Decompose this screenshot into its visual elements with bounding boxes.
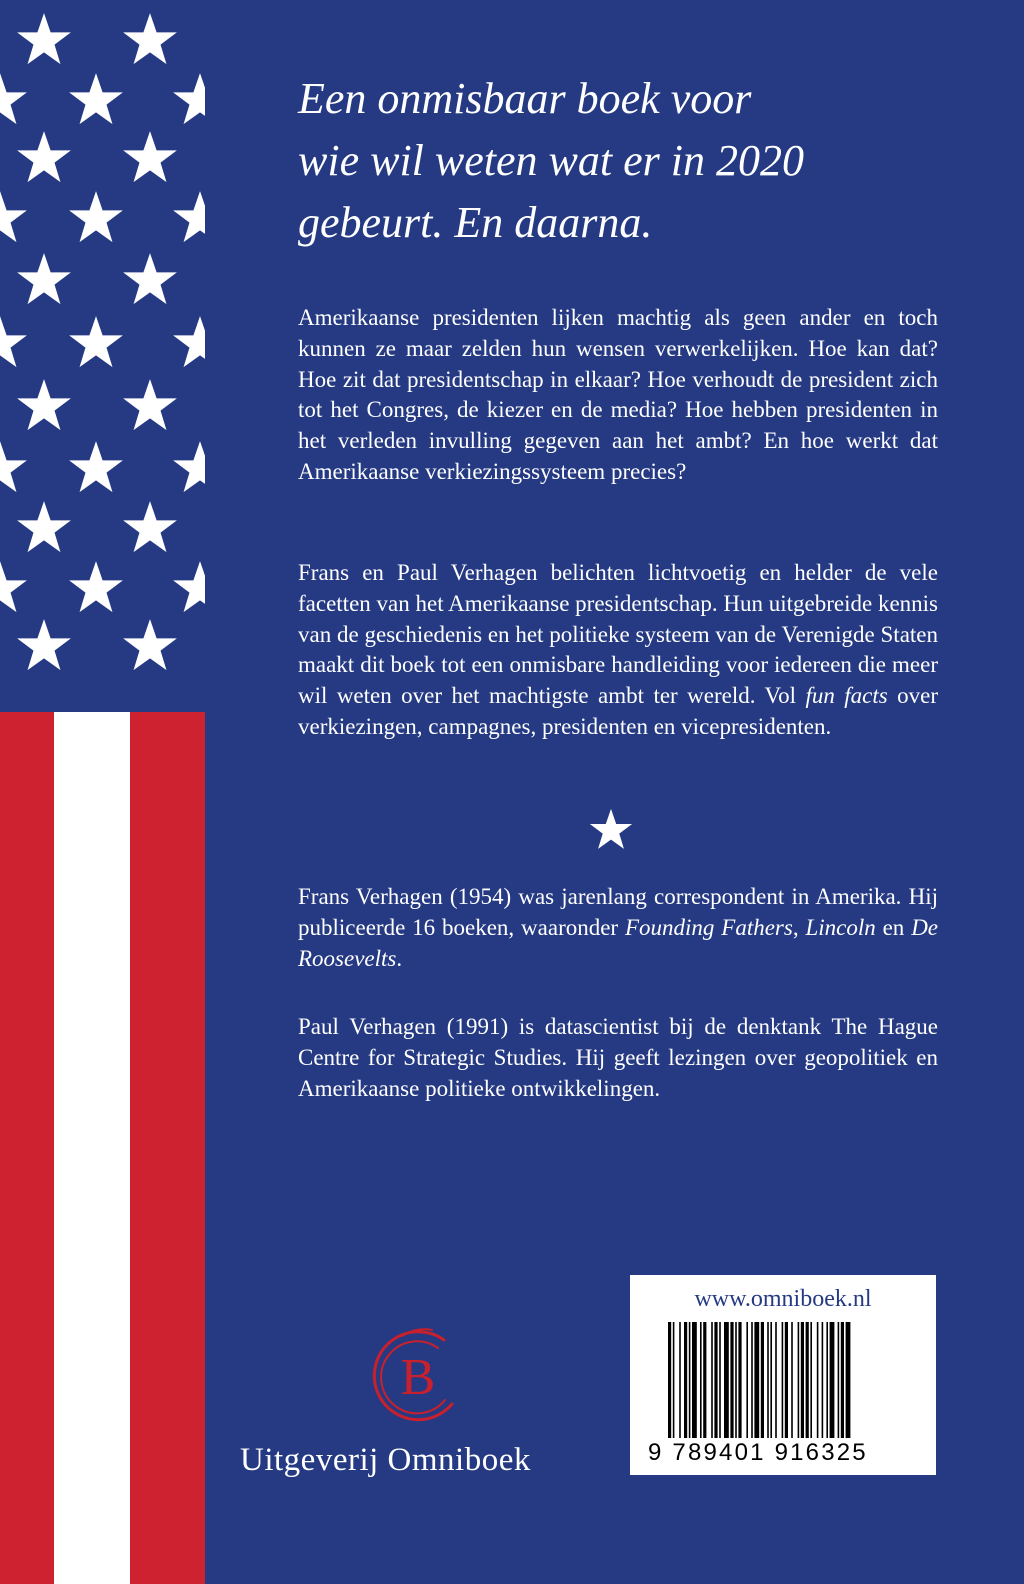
- barcode-bar: [782, 1322, 784, 1438]
- barcode-bar: [817, 1322, 819, 1438]
- star-icon: [68, 440, 124, 496]
- star-icon: [68, 190, 124, 246]
- star-icon: [68, 72, 124, 128]
- barcode-bar: [798, 1322, 800, 1438]
- barcode-bar: [761, 1322, 764, 1438]
- publisher-name: Uitgeverij Omniboek: [240, 1442, 531, 1478]
- barcode-box: [630, 1275, 936, 1475]
- barcode-bar: [684, 1322, 687, 1438]
- tagline-line: Een onmisbaar boek voor: [298, 74, 752, 123]
- barcode-bar: [692, 1322, 697, 1438]
- intro-paragraph: Amerikaanse presidenten lijken machtig als geen ander en toch kunnen ze maar zelden hun wensen verwerkelijken. Hoe kan dat? Hoe zit dat presidentschap in elkaar? Hoe verhoudt de president zich tot het Congres, de kiezer en de media? Hoe hebben presidenten in het verleden invulling gegeven aan het ambt? En hoe werkt dat Amerikaanse verkiezingssysteem precies?: [298, 305, 938, 484]
- barcode-bar: [826, 1322, 828, 1438]
- isbn-number: 9 789401 916325: [648, 1439, 868, 1466]
- publisher-logo: [362, 1322, 472, 1430]
- star-icon: [0, 190, 28, 246]
- barcode-bar: [719, 1322, 721, 1438]
- barcode-bar: [711, 1322, 713, 1438]
- barcode-bar: [735, 1322, 737, 1438]
- barcode-bar: [673, 1322, 675, 1438]
- barcode-bar: [724, 1322, 729, 1438]
- tagline-line: wie wil weten wat er in 2020: [298, 136, 804, 185]
- barcode-bar: [838, 1322, 840, 1438]
- flag-stripe-white: [54, 712, 130, 1584]
- barcode-bar: [668, 1322, 671, 1438]
- separator: en: [875, 914, 912, 940]
- fun-facts-italic: fun facts: [805, 683, 888, 709]
- barcode-bar: [810, 1322, 812, 1438]
- barcode-bar: [751, 1322, 753, 1438]
- barcode-bar: [700, 1322, 702, 1438]
- book-title: Lincoln: [805, 914, 876, 940]
- barcode-bar: [746, 1322, 748, 1438]
- barcode-bar: [791, 1322, 793, 1438]
- barcode-bar: [703, 1322, 706, 1438]
- flag-stars-field: [0, 0, 205, 712]
- star-icon: [0, 315, 28, 371]
- star-icon: [0, 440, 28, 496]
- barcode-bar: [801, 1322, 804, 1438]
- star-icon: [68, 315, 124, 371]
- barcode-bar: [846, 1322, 851, 1438]
- barcode-bar: [738, 1322, 741, 1438]
- barcode: [668, 1322, 928, 1438]
- barcode-bar: [806, 1322, 809, 1438]
- barcode-bar: [679, 1322, 681, 1438]
- star-icon: [16, 130, 72, 186]
- authors-paragraph: [298, 558, 938, 743]
- website-link[interactable]: www.omniboek.nl: [694, 1286, 872, 1312]
- divider-star-icon: [589, 808, 633, 852]
- barcode-bar: [785, 1322, 788, 1438]
- star-icon: [122, 618, 178, 674]
- star-icon: [122, 12, 178, 68]
- barcode-bar: [714, 1322, 717, 1438]
- bio-frans-verhagen: [298, 882, 938, 974]
- star-icon: [0, 560, 28, 616]
- tagline: [298, 68, 918, 254]
- star-icon: [172, 315, 205, 371]
- bio-frans-text: Frans Verhagen (1954) was jarenlang correspondent in Amerika. Hij publiceerde 16 boeken, waaronder: [298, 884, 938, 940]
- barcode-bar: [822, 1322, 824, 1438]
- star-icon: [16, 252, 72, 308]
- book-title: De Roosevelts: [298, 914, 939, 971]
- star-icon: [16, 500, 72, 556]
- flag-stripe-red: [0, 712, 54, 1584]
- book-title: Founding Fathers: [624, 914, 793, 940]
- star-icon: [16, 618, 72, 674]
- star-icon: [0, 72, 28, 128]
- star-icon: [172, 72, 205, 128]
- barcode-bar: [689, 1322, 691, 1438]
- barcode-bar: [730, 1322, 733, 1438]
- separator: ,: [792, 914, 806, 940]
- barcode-bar: [841, 1322, 844, 1438]
- star-icon: [172, 440, 205, 496]
- barcode-bar: [767, 1322, 769, 1438]
- barcode-bar: [754, 1322, 759, 1438]
- star-icon: [172, 190, 205, 246]
- separator: .: [396, 945, 403, 971]
- flag-stripe-red: [130, 712, 205, 1584]
- barcode-bar: [830, 1322, 835, 1438]
- star-icon: [122, 252, 178, 308]
- bio-paul-verhagen: Paul Verhagen (1991) is datascientist bij de denktank The Hague Centre for Strategic Studies. Hij geeft lezingen over geopolitiek en Amerikaanse politieke ontwikkelingen.: [298, 1014, 938, 1101]
- star-icon: [122, 130, 178, 186]
- star-icon: [16, 378, 72, 434]
- authors-text-end: over verkiezingen, campagnes, presidenten en vicepresidenten.: [298, 683, 938, 739]
- barcode-bar: [770, 1322, 772, 1438]
- logo-letter: B: [400, 1349, 436, 1406]
- star-icon: [122, 378, 178, 434]
- star-icon: [122, 500, 178, 556]
- authors-text: Frans en Paul Verhagen belichten lichtvoetig en helder de vele facetten van het Amerikaanse presidentschap. Hun uitgebreide kennis van de geschiedenis en het politieke systeem van de Verenigde Staten maakt dit boek tot een onmisbare handleiding voor iedereen die meer wil weten over het machtigste ambt ter wereld. Vol: [298, 560, 938, 709]
- star-icon: [68, 560, 124, 616]
- star-icon: [16, 12, 72, 68]
- barcode-bar: [775, 1322, 777, 1438]
- star-icon: [172, 560, 205, 616]
- tagline-line: gebeurt. En daarna.: [298, 198, 653, 247]
